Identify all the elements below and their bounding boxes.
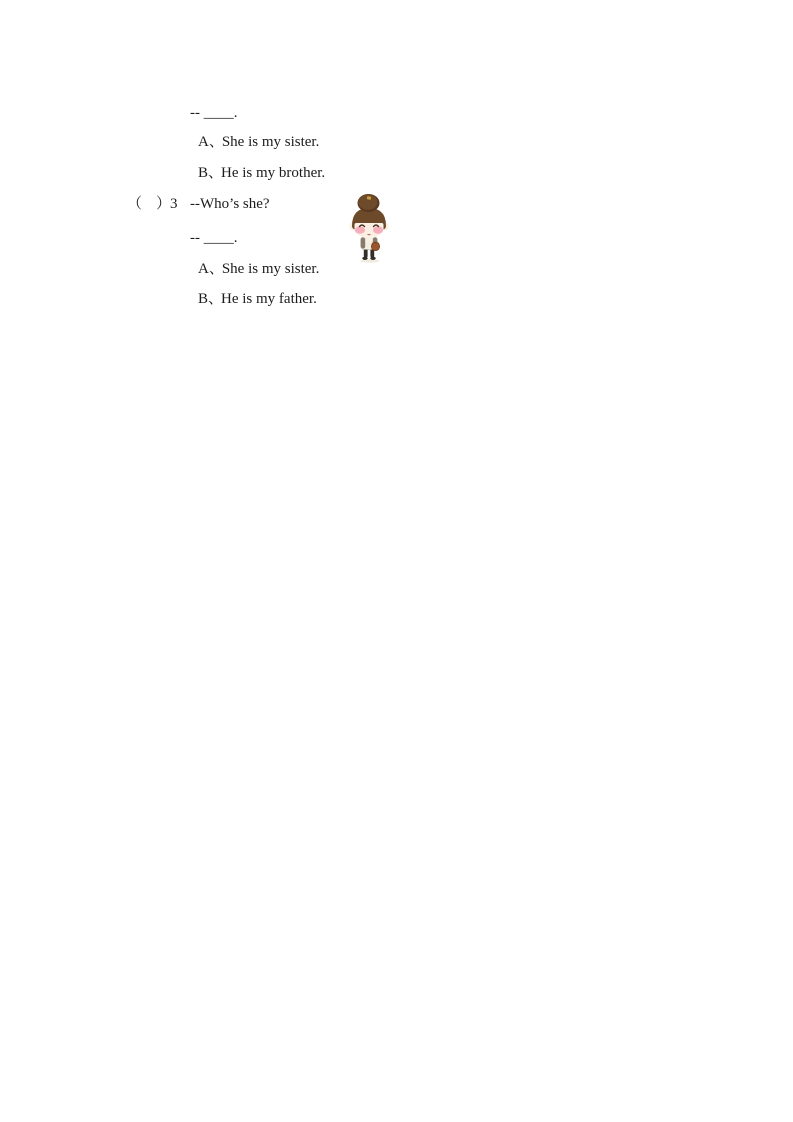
option-b-text: He is my father.	[221, 291, 317, 307]
mouth	[368, 234, 370, 235]
question3-line	[0, 194, 793, 314]
question3-option-b	[198, 289, 317, 309]
option-b-label: B	[198, 165, 209, 181]
option-b-text: He is my brother.	[221, 165, 326, 181]
option-a-text: She is my sister.	[221, 134, 320, 150]
ideographic-comma: 、	[208, 291, 224, 307]
option-a-label: A	[198, 261, 209, 277]
cartoon-girl-svg	[348, 192, 390, 264]
question2-option-a	[198, 132, 319, 152]
question3-option-a	[198, 259, 319, 279]
question2-answer-blank: -- ____.	[190, 105, 238, 121]
option-b-label: B	[198, 291, 209, 307]
bag-icon	[371, 242, 379, 250]
question3-answer-blank: -- ____.	[190, 230, 238, 246]
question3-number: 3	[170, 196, 178, 212]
hair-bun	[358, 194, 380, 212]
ground-shadow	[361, 259, 380, 263]
question3-prompt: --Who’s she?	[190, 196, 270, 212]
answer-bracket-open: （	[127, 196, 143, 212]
option-a-label: A	[198, 134, 209, 150]
ideographic-comma: 、	[208, 261, 224, 277]
ideographic-comma: 、	[208, 165, 224, 181]
question2-option-b	[198, 163, 325, 183]
answer-bracket-close: ）	[156, 196, 172, 212]
ideographic-comma: 、	[208, 134, 224, 150]
cartoon-girl-illustration	[348, 192, 390, 264]
option-a-text: She is my sister.	[221, 261, 320, 277]
